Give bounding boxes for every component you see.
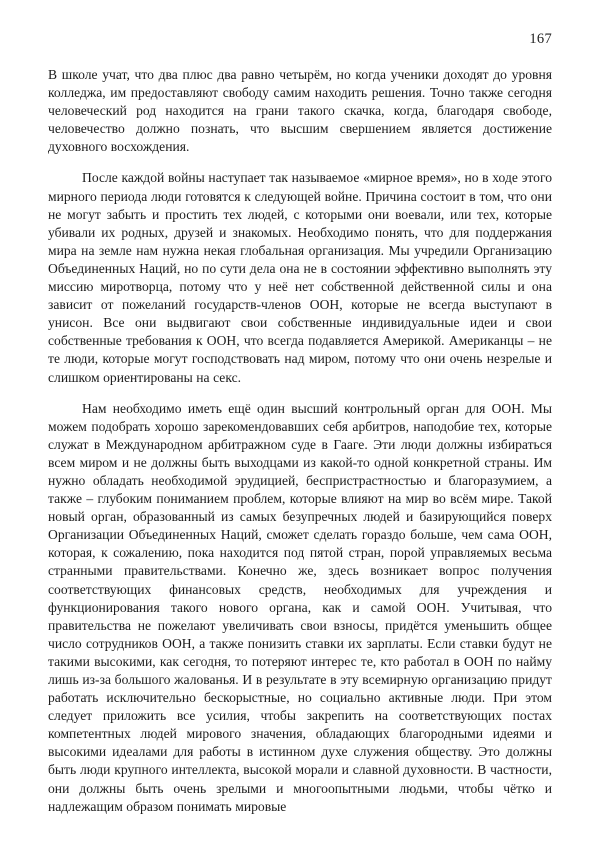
page-body-text [48,66,552,816]
page-number: 167 [529,31,552,47]
paragraph-2: После каждой войны наступает так называемое «мирное время», но в ходе этого мирного периода люди готовятся к следующей войне. Причина состоит в том, что они не могут забыть и простить тех людей, с которыми они воевали, или тех, которые убивали их родных, друзей и знакомых. Необходимо понять, что для поддержания мира на земле нам нужна некая глобальная организация. Мы учредили Организацию Объединенных Наций, но по сути дела она не в состоянии эффективно выполнять эту миссию миротворца, потому что у неё нет собственной действенной силы и она зависит от пожеланий государств-членов ООН, которые не всегда выступают в унисон. Все они выдвигают свои собственные индивидуальные идеи и свои собственные требования к ООН, что всегда подавляется Америкой. Американцы – не те люди, которые могут господствовать над миром, потому что они очень незрелые и слишком ориентированы на секс. [48,170,552,385]
paragraph-1: В школе учат, что два плюс два равно четырём, но когда ученики доходят до уровня колледжа, им предоставляют свободу самим находить решения. Точно также сегодня человеческий род находится на грани такого скачка, когда, благодаря свободе, человечество должно познать, что высшим свершением является достижение духовного восхождения. [48,67,552,155]
paragraph-3: Нам необходимо иметь ещё один высший контрольный орган для ООН. Мы можем подобрать хорошо зарекомендовавших себя арбитров, наподобие тех, которые служат в Международном арбитражном суде в Гааге. Эти люди должны избираться всем миром и не должны быть выходцами из какой-то одной конкретной страны. Им нужно обладать необходимой эрудицией, беспристрастностью и благоразумием, а также – глубоким пониманием проблем, которые влияют на мир во всём мире. Такой новый орган, образованный из самых безупречных людей и базирующийся поверх Организации Объединенных Наций, сможет сделать гораздо больше, чем сама ООН, которая, к сожалению, пока находится под пятой стран, порой управляемых весьма странными правительствами. Конечно же, здесь возникает вопрос получения соответствующих финансовых средств, необходимых для учреждения и функционирования такого нового органа, как и самой ООН. Учитывая, что правительства не пожелают увеличивать свои взносы, придётся уменьшить общее число сотрудников ООН, а также понизить ставки их зарплаты. Если ставки будут не такими высокими, как сегодня, то потеряют интерес те, кто работал в ООН по найму лишь из-за большого жалованья. И в результате в эту всемирную организацию придут работать исключительно бескорыстные, но социально активные люди. При этом следует приложить все усилия, чтобы закрепить на соответствующих постах компетентных людей мирового значения, обладающих благородными идеями и высокими идеалами для работы в истинном духе служения обществу. Это должны быть люди крупного интеллекта, высокой морали и славной духовности. В частности, они должны быть очень зрелыми и многоопытными людьми, чтобы чётко и надлежащим образом понимать мировые [48,400,552,814]
